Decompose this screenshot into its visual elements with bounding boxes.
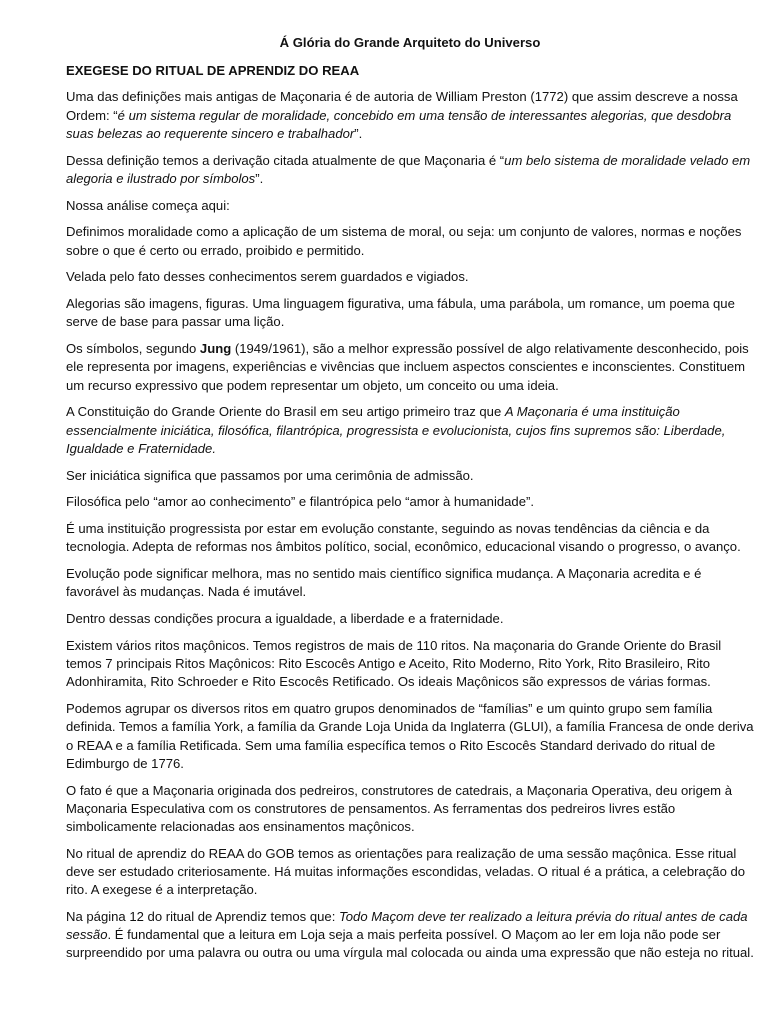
- paragraph-quote: Todo Maçom deve ter realizado a leitura prévia do ritual antes de cada sessão: [66, 909, 748, 943]
- section-heading: EXEGESE DO RITUAL DE APRENDIZ DO REAA: [66, 63, 360, 79]
- paragraph-equality: Dentro dessas condições procura a igualdade, a liberdade e a fraternidade.: [66, 611, 504, 627]
- paragraph-philosophic: Filosófica pelo “amor ao conhecimento” e filantrópica pelo “amor à humanidade”.: [66, 494, 534, 510]
- document-title: Á Glória do Grande Arquiteto do Universo: [279, 35, 541, 50]
- paragraph-text: Os símbolos, segundo: [66, 341, 200, 357]
- document-page: [66, 34, 754, 971]
- paragraph-ritual: No ritual de aprendiz do REAA do GOB temos as orientações para realização de uma sessão maçônica. Esse ritual deve ser estudado criteriosamente. Há muitas informações escondidas, veladas. O ritual é a prática, a celebração do rito. A exegese é a interpretação.: [66, 845, 746, 898]
- paragraph-initiatic: Ser iniciática significa que passamos por uma cerimônia de admissão.: [66, 467, 474, 483]
- paragraph-page-12: [66, 908, 754, 963]
- paragraph-text: Na página 12 do ritual de Aprendiz temos que:: [66, 909, 339, 925]
- paragraph-text: . É fundamental que a leitura em Loja seja a mais perfeita possível. O Maçom ao ler em loja não pode ser surpreendido por uma palavra ou outra ou uma vírgula mal colocada ou ainda uma expressão que não esteja no ritual.: [66, 927, 754, 961]
- paragraph-text: ”.: [255, 170, 264, 186]
- paragraph-evolution: Evolução pode significar melhora, mas no sentido mais científico significa mudança. A Maçonaria acredita e é favorável às mudanças. Nada é imutável.: [66, 566, 702, 600]
- paragraph-constitution: [66, 403, 754, 458]
- paragraph-text: Dessa definição temos a derivação citada atualmente de que Maçonaria é “: [66, 152, 505, 168]
- paragraph-rites: Existem vários ritos maçônicos. Temos registros de mais de 110 ritos. Na maçonaria do Grande Oriente do Brasil temos 7 principais Ritos Maçônicos: Rito Escocês Antigo e Aceito, Rito Moderno, Rito York, Rito Brasileiro, Rito Adonhiramita, Rito Schroeder e Rito Escocês Retificado. Os ideais Maçônicos são expressos de várias formas.: [66, 638, 722, 690]
- paragraph-operative: O fato é que a Maçonaria originada dos pedreiros, construtores de catedrais, a Maçonaria Operativa, deu origem à Maçonaria Especulativa com os construtores de pensamentos. As ferramentas dos pedreiros livres estão simbolicamente relacionadas aos ensinamentos maçônicos.: [66, 782, 732, 835]
- paragraph-text: A Constituição do Grande Oriente do Brasil em seu artigo primeiro traz que: [66, 404, 505, 420]
- paragraph-allegories: Alegorias são imagens, figuras. Uma linguagem figurativa, uma fábula, uma parábola, um romance, um poema que serve de base para passar uma lição.: [66, 296, 735, 330]
- paragraph-morality: Definimos moralidade como a aplicação de um sistema de moral, ou seja: um conjunto de valores, normas e noções sobre o que é certo ou errado, proibido e permitido.: [66, 224, 742, 258]
- paragraph-derived-definition: [66, 152, 754, 188]
- paragraph-preston-definition: [66, 88, 754, 143]
- paragraph-text: ”.: [354, 125, 363, 141]
- paragraph-quote: é um sistema regular de moralidade, concebido em uma tensão de interessantes alegorias, que desdobra suas belezas ao requerente sincero e trabalhador: [66, 107, 732, 141]
- paragraph-analysis-start: Nossa análise começa aqui:: [66, 197, 230, 213]
- paragraph-text: (1949/1961), são a melhor expressão possível de algo relativamente desconhecido, pois ele representa por imagens, experiências e vivências que incluem aspectos conscientes e inconscientes. Constituem um recurso expressivo que podem representar um objeto, um conceito ou uma ideia.: [66, 341, 749, 393]
- paragraph-symbols: [66, 340, 754, 395]
- paragraph-progressive: É uma instituição progressista por estar em evolução constante, seguindo as novas tendências da ciência e da tecnologia. Adepta de reformas nos âmbitos político, social, econômico, educacional visando o progresso, o avanço.: [66, 521, 741, 555]
- author-name: Jung: [199, 341, 232, 357]
- paragraph-veiled: Velada pelo fato desses conhecimentos serem guardados e vigiados.: [66, 269, 469, 285]
- paragraph-quote: A Maçonaria é uma instituição essencialmente iniciática, filosófica, filantrópica, progressista e evolucionista, cujos fins supremos são: Liberdade, Igualdade e Fraternidade.: [66, 404, 726, 456]
- paragraph-quote: um belo sistema de moralidade velado em alegoria e ilustrado por símbolos: [66, 152, 751, 186]
- paragraph-families: Podemos agrupar os diversos ritos em quatro grupos denominados de “famílias” e um quinto grupo sem família definida. Temos a família York, a família da Grande Loja Unida da Inglaterra (GLUI), a família Francesa de onde deriva o REAA e a família Retificada. Sem uma família específica temos o Rito Escocês Standard derivado do ritual de Edimburgo de 1776.: [66, 701, 754, 771]
- paragraph-text: Uma das definições mais antigas de Maçonaria é de autoria de William Preston (1772) que assim descreve a nossa Ordem: “: [66, 89, 738, 123]
